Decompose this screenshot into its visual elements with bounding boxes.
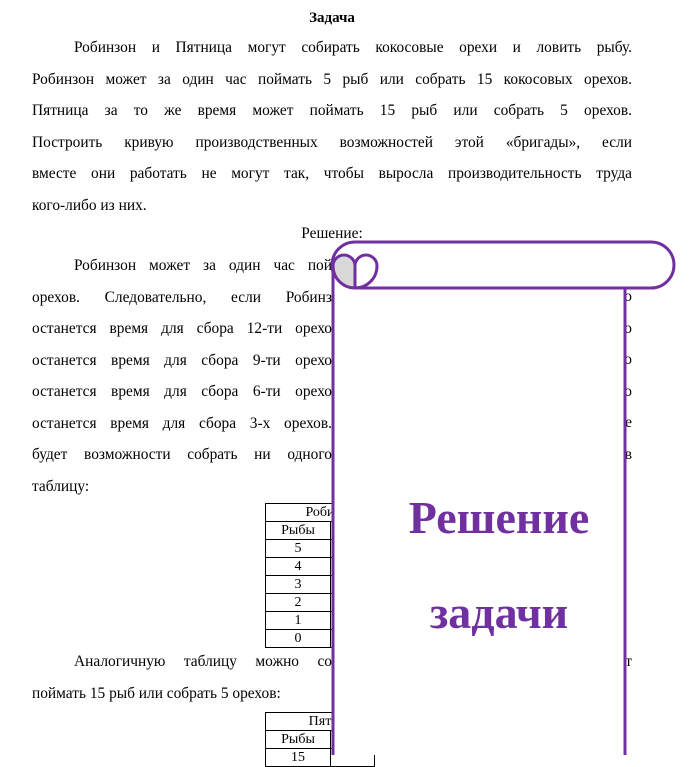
table-cell: 4 — [266, 558, 331, 576]
solution-line: останется время для сбора 12-ти орехо — [32, 320, 332, 337]
analog-text — [32, 646, 332, 709]
solution-line: останется время для сбора 9-ти орехо — [32, 351, 332, 369]
solution-line: Робинзон может за один час пой — [74, 257, 332, 274]
table-cell: 5 — [266, 540, 331, 558]
overlay-label: Решение — [408, 492, 590, 543]
overlay-label: задачи — [429, 587, 569, 638]
problem-line: вместе они работать не могут так, чтобы выросла производительность труда — [32, 165, 632, 182]
table-cell: 1 — [266, 612, 331, 630]
table-header: Пят — [266, 713, 375, 731]
solution-heading: Решение: — [301, 225, 363, 242]
scroll-overlay — [329, 240, 679, 755]
solution-line: таблицу: — [32, 477, 90, 495]
table-col-header: Рыбы — [266, 731, 331, 749]
solution-line: останется время для сбора 3-х орехов. — [32, 414, 332, 432]
analog-line: поймать 15 рыб или собрать 5 орехов: — [32, 684, 281, 702]
table-header: Роби — [266, 504, 375, 522]
table-cell: 3 — [266, 576, 331, 594]
text-fragment: о — [624, 319, 632, 337]
solution-line: орехов. Следовательно, если Робинз — [32, 288, 332, 306]
problem-line: Робинзон и Пятница могут собирать кокосовые орехи и ловить рыбу. — [74, 39, 632, 56]
solution-text — [32, 250, 332, 502]
solution-line: останется время для сбора 6-ти орехо — [32, 383, 332, 400]
problem-line: Пятница за то же время может поймать 15 рыб или собрать 5 орехов. — [32, 102, 632, 119]
table-cell: 0 — [266, 630, 331, 648]
text-fragment: в — [624, 445, 632, 463]
text-fragment: о — [624, 382, 632, 400]
text-fragment: е — [625, 414, 632, 431]
analog-right-fragment: т — [625, 653, 632, 670]
problem-line: Построить кривую производственных возможностей этой «бригады», если — [32, 133, 632, 151]
analog-line: Аналогичную таблицу можно со — [74, 653, 332, 670]
problem-line: кого-либо из них. — [32, 196, 147, 214]
text-fragment: о — [624, 288, 632, 305]
table-col-header: Рыбы — [266, 522, 331, 540]
problem-line: Робинзон может за один час поймать 5 рыб или собрать 15 кокосовых орехов. — [32, 70, 632, 88]
solution-line: будет возможности собрать ни одного — [32, 446, 332, 463]
table-cell: 15 — [266, 749, 331, 767]
text-fragment: о — [624, 351, 632, 368]
table-cell: 2 — [266, 594, 331, 612]
document-title: Задача — [309, 10, 355, 26]
problem-statement — [32, 32, 632, 221]
